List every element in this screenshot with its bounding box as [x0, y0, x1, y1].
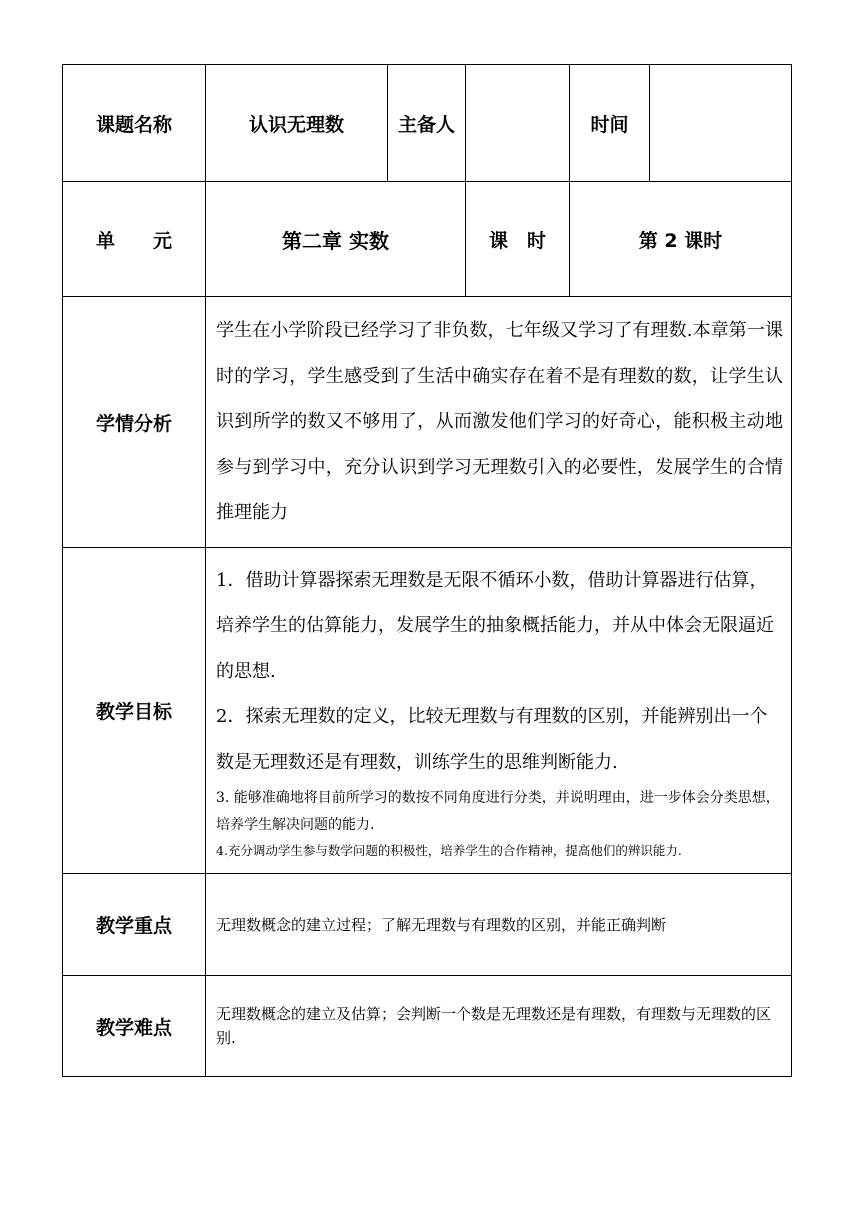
unit-value: 第二章 实数: [206, 182, 466, 297]
topic-label: 课题名称: [63, 65, 206, 182]
period-label: 课 时: [466, 182, 570, 297]
row-analysis: [63, 297, 792, 548]
time-label: 时间: [570, 65, 650, 182]
analysis-label: 学情分析: [63, 297, 206, 548]
preparer-value: [466, 65, 570, 182]
goal-item-3: 3. 能够准确地将目前所学习的数按不同角度进行分类，并说明理由，进一步体会分类思想，培养学生解决问题的能力.: [216, 790, 780, 834]
row-unit: [63, 182, 792, 297]
goals-cell: [206, 548, 792, 874]
unit-label: 单 元: [63, 182, 206, 297]
analysis-text: 学生在小学阶段已经学习了非负数，七年级又学习了有理数.本章第一课时的学习，学生感受到了生活中确实存在着不是有理数的数，让学生认识到所学的数又不够用了，从而激发他们学习的好奇心，能积极主动地参与到学习中，充分认识到学习无理数引入的必要性，发展学生的合情推理能力: [206, 297, 792, 548]
period-value: 第 2 课时: [570, 182, 792, 297]
difficulties-text: 无理数概念的建立及估算；会判断一个数是无理数还是有理数，有理数与无理数的区别.: [206, 976, 792, 1077]
time-value: [650, 65, 792, 182]
key-points-text: 无理数概念的建立过程；了解无理数与有理数的区别，并能正确判断: [206, 874, 792, 976]
row-difficulties: [63, 976, 792, 1077]
goal-item-2: 2．探索无理数的定义，比较无理数与有理数的区别，并能辨别出一个数是无理数还是有理数，训练学生的思维判断能力.: [216, 706, 768, 773]
lesson-plan-table: [62, 64, 792, 1077]
goals-label: 教学目标: [63, 548, 206, 874]
goal-item-1: 1．借助计算器探索无理数是无限不循环小数，借助计算器进行估算，培养学生的估算能力，发展学生的抽象概括能力，并从中体会无限逼近的思想.: [216, 569, 774, 682]
preparer-label: 主备人: [388, 65, 466, 182]
row-goals: [63, 548, 792, 874]
topic-value: 认识无理数: [206, 65, 388, 182]
difficulties-label: 教学难点: [63, 976, 206, 1077]
goal-item-4: 4.充分调动学生参与数学问题的积极性，培养学生的合作精神，提高他们的辨识能力.: [216, 843, 682, 859]
row-key-points: [63, 874, 792, 976]
row-topic: [63, 65, 792, 182]
key-points-label: 教学重点: [63, 874, 206, 976]
